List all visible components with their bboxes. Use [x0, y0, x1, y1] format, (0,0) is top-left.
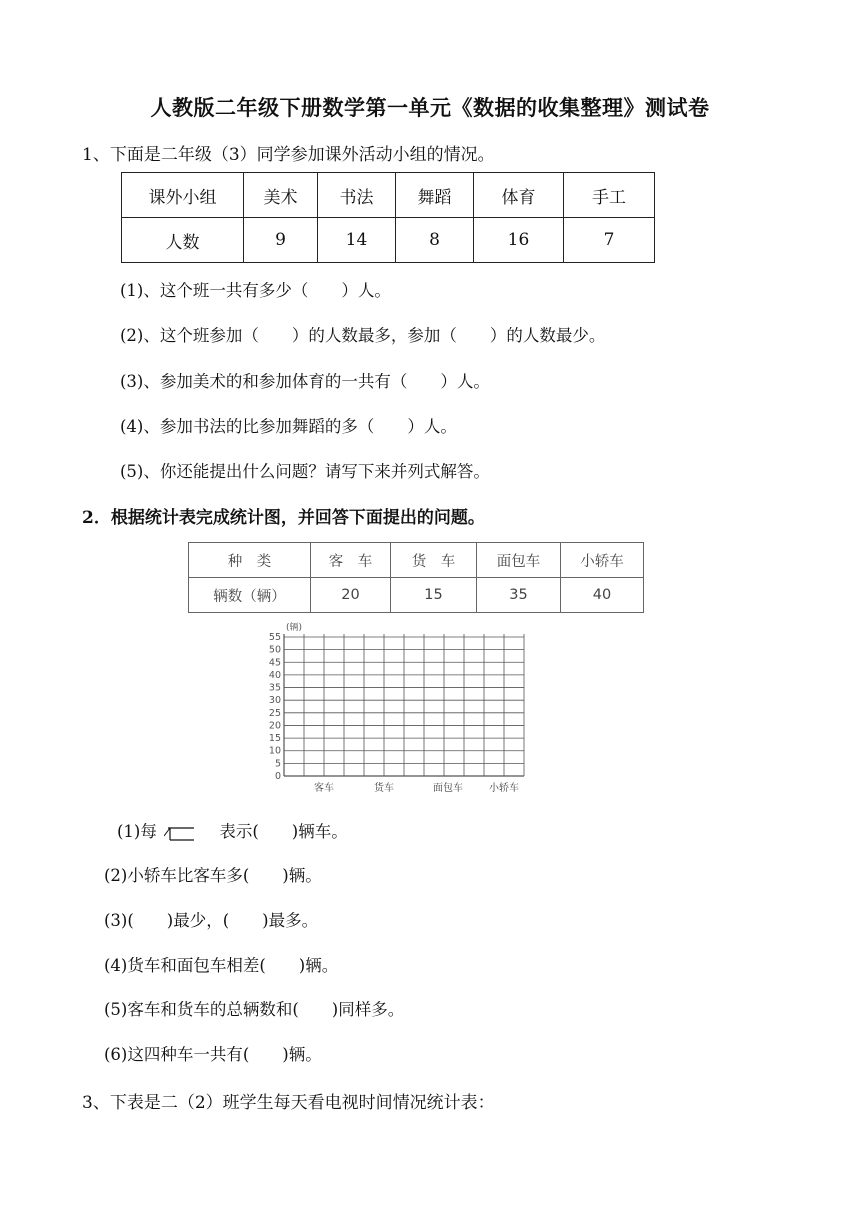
chart-y-tick-label: 5: [274, 758, 281, 770]
q1-table-cell: 书法: [318, 173, 396, 218]
chart-y-tick-label: 50: [268, 644, 281, 656]
q1-item-3: (3)、参加美术的和参加体育的一共有（ ）人。: [120, 372, 490, 391]
chart-y-tick-label: 55: [268, 632, 281, 643]
q1-item-2: (2)、这个班参加（ ）的人数最多，参加（ ）的人数最少。: [120, 326, 606, 345]
chart-y-tick-label: 15: [268, 733, 281, 745]
q2-item-1-tail: 表示( )辆车。: [219, 822, 348, 841]
q2-table-cell: 客 车: [311, 543, 391, 578]
chart-y-tick-label: 20: [268, 720, 281, 732]
q2-table-data-row: [189, 578, 644, 613]
q3-prompt: 3、下表是二（2）班学生每天看电视时间情况统计表：: [82, 1093, 495, 1113]
chart-x-category-label: 小轿车: [489, 783, 519, 794]
q1-table-cell: 课外小组: [122, 173, 244, 218]
q1-table-cell: 7: [564, 218, 655, 263]
q1-prompt: 1、下面是二年级（3）同学参加课外活动小组的情况。: [82, 145, 495, 165]
q1-table-cell: 舞蹈: [396, 173, 474, 218]
q1-item-4: (4)、参加书法的比参加舞蹈的多（ ）人。: [120, 417, 457, 436]
chart-y-tick-label: 45: [268, 657, 281, 669]
q2-table-cell: 15: [391, 578, 477, 613]
q2-table-cell: 种 类: [189, 543, 311, 578]
q1-table-cell: 体育: [474, 173, 564, 218]
chart-y-tick-label: 25: [268, 707, 281, 719]
q1-table-header-row: [122, 173, 655, 218]
q1-table-cell: 人数: [122, 218, 244, 263]
q2-item-1: [117, 818, 348, 842]
chart-x-category-label: 货车: [374, 783, 394, 794]
grid-square-icon: [164, 826, 194, 840]
q2-table-header-row: [189, 543, 644, 578]
q1-table-cell: 14: [318, 218, 396, 263]
page-title: 人教版二年级下册数学第一单元《数据的收集整理》测试卷: [150, 95, 710, 120]
chart-y-tick-label: 10: [268, 745, 281, 757]
chart-x-category-label: 面包车: [433, 783, 463, 794]
q2-table-cell: 20: [311, 578, 391, 613]
chart-y-tick-labels: [269, 632, 281, 782]
chart-gridlines: [284, 634, 524, 776]
q2-item-1-lead: (1)每: [117, 822, 157, 841]
q2-table-cell: 辆数（辆）: [189, 578, 311, 613]
q2-item-6: (6)这四种车一共有( )辆。: [104, 1045, 322, 1064]
q1-item-1: (1)、这个班一共有多少（ ）人。: [120, 281, 391, 300]
chart-x-category-labels: [314, 781, 519, 794]
q1-table-cell: 手工: [564, 173, 655, 218]
chart-x-category-label: 客车: [314, 783, 334, 794]
chart-y-tick-label: 35: [268, 682, 281, 694]
q2-table-cell: 40: [561, 578, 644, 613]
q2-item-4: (4)货车和面包车相差( )辆。: [104, 956, 339, 975]
q1-item-5: (5)、你还能提出什么问题？请写下来并列式解答。: [120, 462, 490, 481]
q1-table-cell: 9: [244, 218, 318, 263]
q2-table-cell: 35: [477, 578, 561, 613]
q1-table: [121, 172, 655, 263]
bar-chart-grid: [258, 618, 528, 800]
q2-table: [188, 542, 644, 613]
chart-y-tick-label: 30: [268, 695, 281, 707]
q2-item-5: (5)客车和货车的总辆数和( )同样多。: [104, 1000, 405, 1019]
chart-y-tick-label: 0: [274, 771, 281, 782]
q1-table-cell: 16: [474, 218, 564, 263]
q2-item-3: (3)( )最少，( )最多。: [104, 911, 319, 930]
q1-table-cell: 8: [396, 218, 474, 263]
q1-table-cell: 美术: [244, 173, 318, 218]
q2-prompt: 2．根据统计表完成统计图，并回答下面提出的问题。: [82, 508, 485, 528]
q1-table-data-row: [122, 218, 655, 263]
q2-table-cell: 小轿车: [561, 543, 644, 578]
q2-table-cell: 货 车: [391, 543, 477, 578]
q2-table-cell: 面包车: [477, 543, 561, 578]
chart-y-tick-label: 40: [268, 669, 281, 681]
chart-y-axis-label: (辆): [286, 623, 303, 633]
q2-item-2: (2)小轿车比客车多( )辆。: [104, 866, 322, 885]
